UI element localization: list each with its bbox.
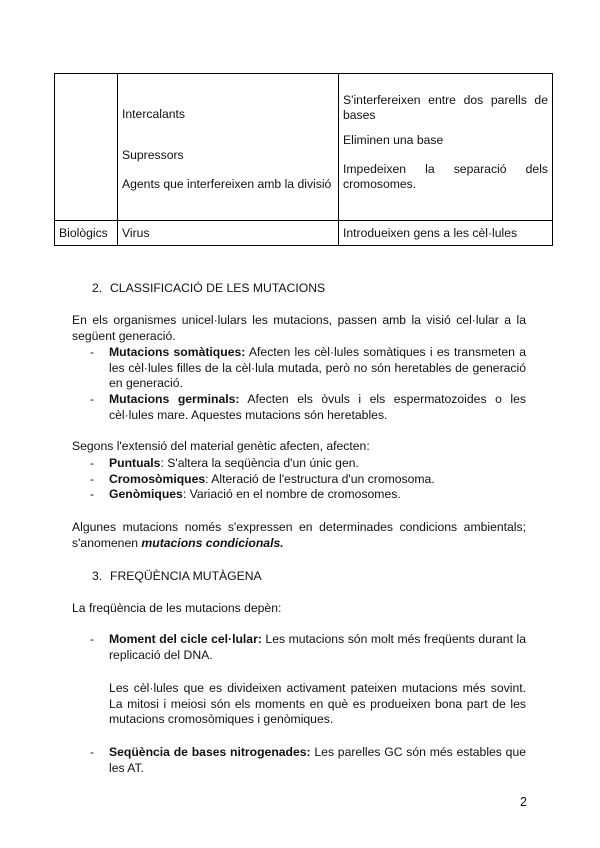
section-3-title: FREQÜÈNCIA MUTÀGENA [110,569,262,583]
section-3-number: 3. [92,569,103,583]
list-item: - Mutacions germinals: Afecten els òvuls i els espermatozoides o les cèl·lules mare. Aquestes mutacions són heretables. [90,392,526,422]
agent-intercalants: Intercalants [122,107,186,121]
term-somatiques: Mutacions somàtiques: [109,345,246,359]
effect-supressors: Eliminen una base [343,133,444,147]
table-cell-effects [339,74,553,221]
section-2-number: 2. [92,281,103,295]
table-cell-biologics: Biològics [55,221,118,246]
table-cell-virus: Virus [118,221,339,246]
mutagen-table [54,73,553,246]
table-cell-empty [55,74,118,221]
list-item: - Mutacions somàtiques: Afecten les cèl·lules somàtiques i es transmeten a les cèl·lules filles de la cèl·lula mutada, però no són heretables de generació en generació. [90,345,526,390]
list-item: - Cromosòmiques: Alteració de l'estructura d'un cromosoma. [90,472,435,486]
list-item: - Puntuals: S'altera la seqüència d'un únic gen. [90,456,359,470]
table-row [55,74,553,221]
section-2-title: CLASSIFICACIÓ DE LES MUTACIONS [110,281,326,295]
term-condicionals: mutacions condicionals. [141,535,284,550]
page-number: 2 [520,795,527,809]
section-2-intro: En els organismes unicel·lulars les mutacions, passen amb la visió cel·lular a la següent generació. [72,313,526,343]
agent-supressors: Supressors [122,148,184,162]
term-puntuals: Puntuals [109,456,161,470]
section-2-heading [92,281,325,296]
list-item: - Moment del cicle cel·lular: Les mutacions són molt més freqüents durant la replicació del DNA. [90,632,526,662]
term-germinals: Mutacions germinals: [109,392,240,406]
term-cicle-cellular: Moment del cicle cel·lular: [109,632,262,646]
term-sequencia-bases: Seqüència de bases nitrogenades: [109,745,311,759]
effect-divisio: Impedeixen la separació dels cromosomes. [343,162,548,191]
extent-intro: Segons l'extensió del material genètic afecten, afecten: [72,439,370,453]
section-3-intro: La freqüència de les mutacions depèn: [72,601,282,615]
section-3-heading [92,569,262,584]
cicle-cellular-detail: Les cèl·lules que es divideixen activament pateixen mutacions més sovint. La mitosi i meiosi són els moments en què es produeixen bona part de les mutacions cromosòmiques i genòmiques. [109,681,526,726]
effect-intercalants: S'interfereixen entre dos parells de bases [343,93,548,122]
table-row [55,221,553,246]
term-cromosomiques: Cromosòmiques [109,472,206,486]
term-genomiques: Genòmiques [109,487,183,501]
conditional-paragraph: Algunes mutacions només s'expressen en determinades condicions ambientals; s'anomenen mutacions condicionals. [72,520,526,550]
table-cell-agents [118,74,339,221]
agent-divisio: Agents que interfereixen amb la divisió [122,177,332,191]
table-cell-virus-effect: Introdueixen gens a les cèl·lules [339,221,553,246]
list-item: - Genòmiques: Variació en el nombre de cromosomes. [90,487,401,501]
list-item: - Seqüència de bases nitrogenades: Les parelles GC són més estables que les AT. [90,745,526,775]
